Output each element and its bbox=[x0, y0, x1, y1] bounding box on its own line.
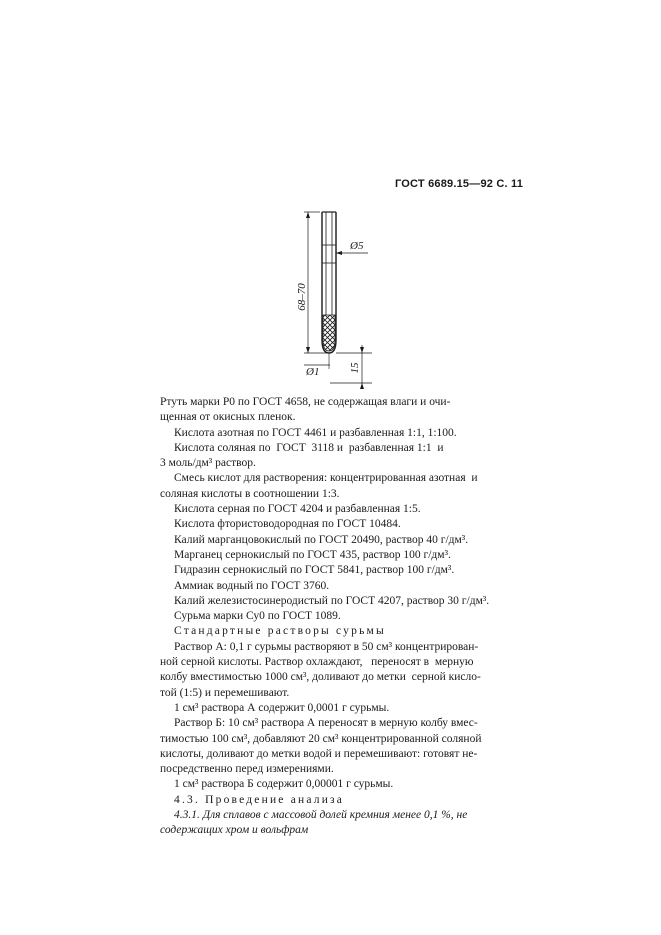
text-line: Кислота фтористоводородная по ГОСТ 10484. bbox=[174, 518, 401, 531]
text-line: 1 см³ раствора А содержит 0,0001 г сурьмы. bbox=[174, 701, 390, 714]
height-label: 15 bbox=[349, 362, 361, 374]
text-line: Кислота соляная по ГОСТ 3118 и разбавленная 1:1 и bbox=[174, 441, 444, 454]
text-line: Калий железистосинеродистый по ГОСТ 4207, раствор 30 г/дм³. bbox=[174, 594, 490, 607]
diam-top-label: Ø5 bbox=[350, 240, 364, 252]
section-heading: Стандартные растворы сурьмы bbox=[174, 625, 386, 638]
text-line: Марганец сернокислый по ГОСТ 435, раствор 100 г/дм³. bbox=[174, 548, 451, 561]
text-line: Ртуть марки Р0 по ГОСТ 4658, не содержащая влаги и очи- bbox=[160, 396, 451, 408]
text-line: Аммиак водный по ГОСТ 3760. bbox=[174, 579, 330, 592]
text-line: посредственно перед измерениями. bbox=[160, 763, 334, 776]
hatched-section bbox=[323, 315, 335, 351]
text-line: 1 см³ раствора Б содержит 0,00001 г сурьмы. bbox=[174, 778, 394, 791]
length-label: 68–70 bbox=[296, 283, 308, 311]
subsection-line: 4.3.1. Для сплавов с массовой долей кремния менее 0,1 %, не bbox=[174, 809, 468, 822]
text-line: колбу вместимостью 1000 см³, доливают до метки серной кисло- bbox=[160, 671, 481, 684]
text-line: тимостью 100 см³, добавляют 20 см³ концентрированной соляной bbox=[160, 732, 482, 745]
text-line: Раствор Б: 10 см³ раствора А переносят в мерную колбу вмес- bbox=[174, 717, 478, 730]
page-header: ГОСТ 6689.15—92 С. 11 bbox=[395, 178, 524, 190]
section-heading: 4.3. Проведение анализа bbox=[174, 793, 345, 806]
text-line: Гидразин сернокислый по ГОСТ 5841, раствор 100 г/дм³. bbox=[174, 564, 455, 577]
text-line: Кислота азотная по ГОСТ 4461 и разбавленная 1:1, 1:100. bbox=[174, 426, 457, 439]
text-line: кислоты, доливают до метки водой и перемешивают: готовят не- bbox=[160, 747, 478, 760]
text-line: Раствор А: 0,1 г сурьмы растворяют в 50 см³ концентрирован- bbox=[174, 640, 479, 653]
text-line: соляная кислоты в соотношении 1:3. bbox=[160, 487, 340, 500]
text-line: той (1:5) и перемешивают. bbox=[160, 686, 290, 699]
text-line: Смесь кислот для растворения: концентрированная азотная и bbox=[174, 472, 478, 485]
tube-figure bbox=[290, 205, 380, 390]
body-text bbox=[160, 395, 516, 839]
subsection-line: содержащих хром и вольфрам bbox=[160, 824, 309, 837]
diam-bottom-label: Ø1 bbox=[306, 366, 320, 378]
text-line: Калий марганцовокислый по ГОСТ 20490, раствор 40 г/дм³. bbox=[174, 533, 469, 546]
text-line: 3 моль/дм³ раствор. bbox=[160, 457, 256, 470]
text-line: Кислота серная по ГОСТ 4204 и разбавленная 1:5. bbox=[174, 503, 421, 516]
text-line: щенная от окисных пленок. bbox=[160, 411, 296, 424]
text-line: ной серной кислоты. Раствор охлаждают, переносят в мерную bbox=[160, 656, 474, 669]
text-line: Сурьма марки Су0 по ГОСТ 1089. bbox=[174, 610, 341, 623]
